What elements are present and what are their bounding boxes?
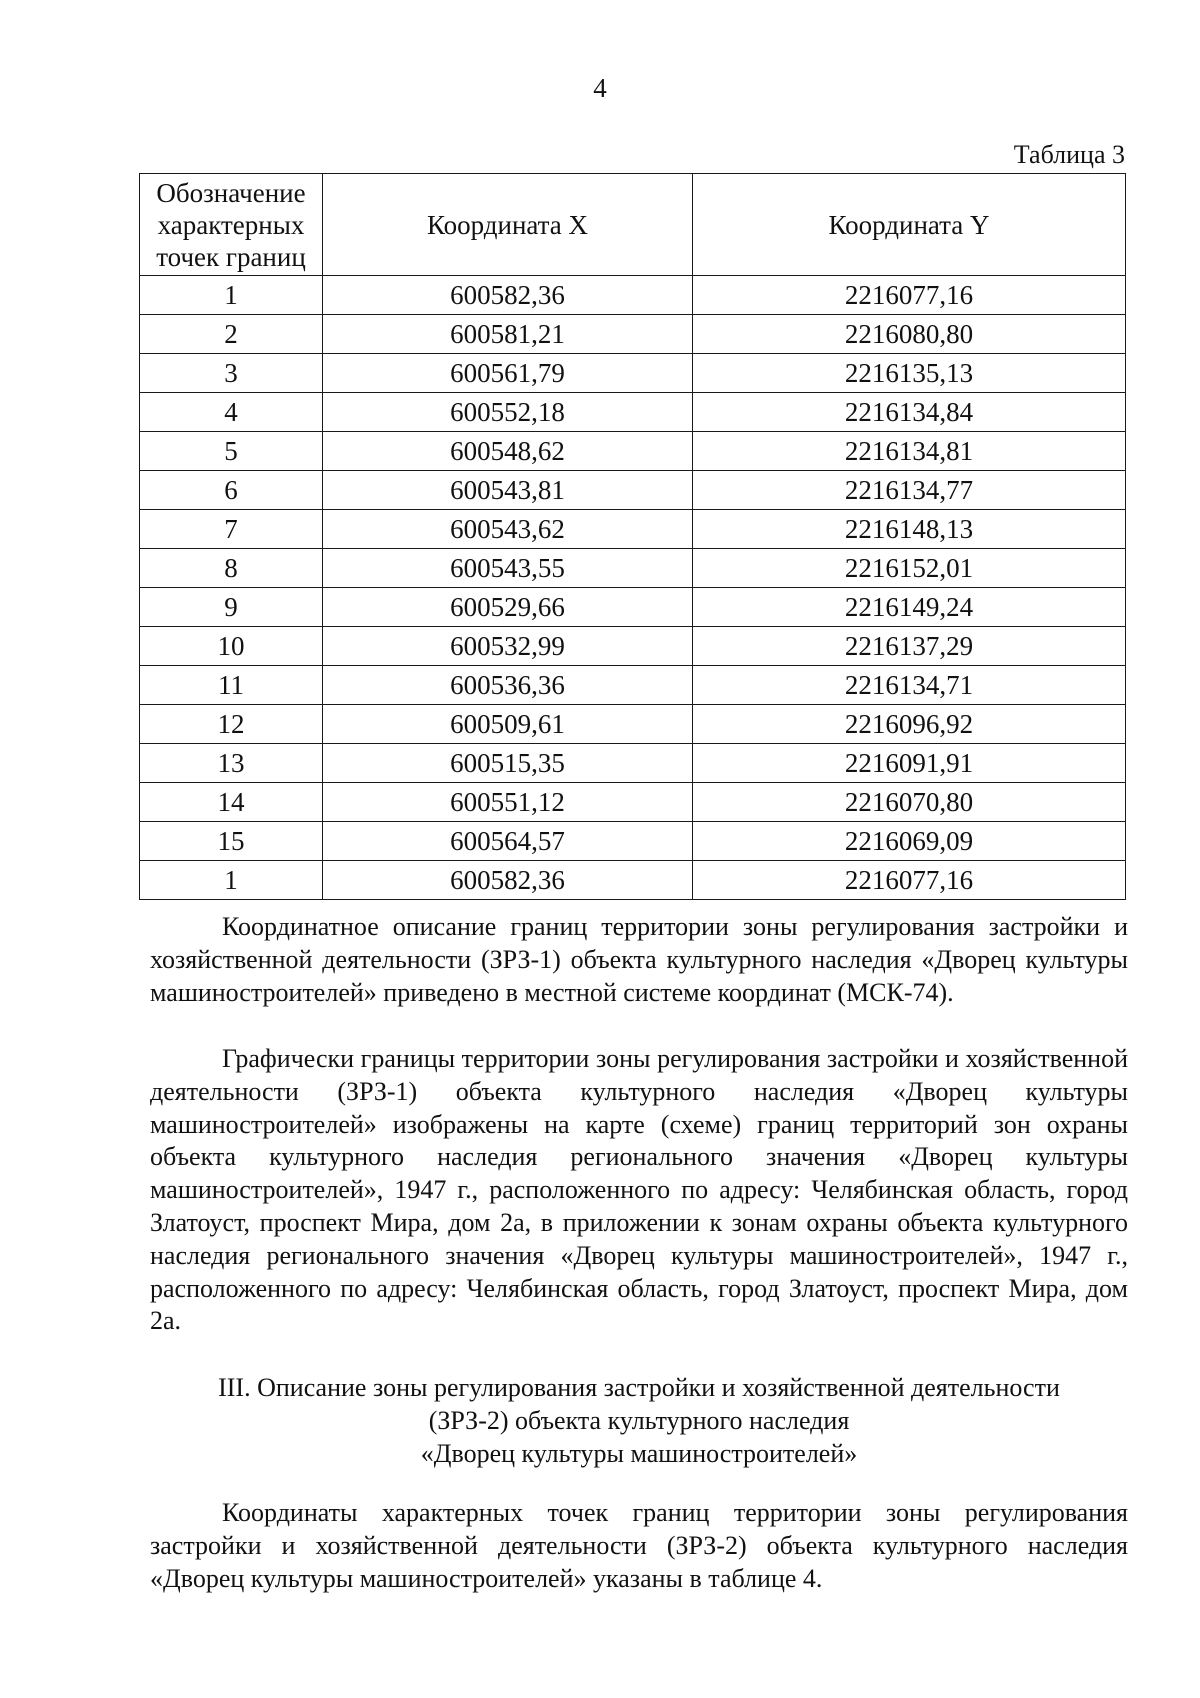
section-heading [150,1372,1128,1470]
cell-y: 2216134,71 [693,666,1126,705]
table-row [140,510,1126,549]
cell-x: 600582,36 [323,276,693,315]
cell-y: 2216149,24 [693,588,1126,627]
cell-x: 600515,35 [323,744,693,783]
cell-point: 6 [140,471,323,510]
table-row [140,861,1126,900]
cell-y: 2216077,16 [693,861,1126,900]
cell-y: 2216134,84 [693,393,1126,432]
cell-point: 7 [140,510,323,549]
cell-point: 12 [140,705,323,744]
table-row [140,588,1126,627]
cell-point: 14 [140,783,323,822]
cell-point: 5 [140,432,323,471]
table-row [140,471,1126,510]
cell-point: 2 [140,315,323,354]
cell-x: 600581,21 [323,315,693,354]
cell-x: 600529,66 [323,588,693,627]
cell-x: 600564,57 [323,822,693,861]
cell-point: 8 [140,549,323,588]
paragraph-graphic-boundaries: Графически границы территории зоны регулирования застройки и хозяйственной деятельности (ЗРЗ-1) объекта культурного наследия «Дворец культуры машиностроителей» изображены на карте (схеме) границ территорий зон охраны объекта культурного наследия регионального значения «Дворец культуры машиностроителей», 1947 г., расположенного по адресу: Челябинская область, город Златоуст, проспект Мира, дом 2а, в приложении к зонам охраны объекта культурного наследия регионального значения «Дворец культуры машиностроителей», 1947 г., расположенного по адресу: Челябинская область, город Златоуст, проспект Мира, дом 2а. [150,1044,1128,1336]
cell-x: 600543,55 [323,549,693,588]
paragraph-table-reference: Координаты характерных точек границ территории зоны регулирования застройки и хозяйственной деятельности (ЗРЗ-2) объекта культурного наследия «Дворец культуры машиностроителей» указаны в таблице 4. [150,1498,1128,1593]
cell-y: 2216070,80 [693,783,1126,822]
section-heading-line-1: III. Описание зоны регулирования застройки и хозяйственной деятельности [218,1373,1060,1402]
cell-point: 10 [140,627,323,666]
section-heading-line-3: «Дворец культуры машиностроителей» [420,1438,858,1468]
cell-point: 11 [140,666,323,705]
header-coordinate-x: Координата X [323,174,693,276]
cell-y: 2216152,01 [693,549,1126,588]
cell-x: 600582,36 [323,861,693,900]
header-point-designation: Обозначение характерных точек границ [140,174,323,276]
coordinates-table [139,173,1126,900]
cell-y: 2216096,92 [693,705,1126,744]
cell-x: 600561,79 [323,354,693,393]
cell-point: 1 [140,861,323,900]
cell-y: 2216069,09 [693,822,1126,861]
cell-y: 2216077,16 [693,276,1126,315]
table-row [140,276,1126,315]
cell-x: 600543,62 [323,510,693,549]
cell-x: 600552,18 [323,393,693,432]
cell-x: 600536,36 [323,666,693,705]
table-row [140,549,1126,588]
cell-x: 600509,61 [323,705,693,744]
table-row [140,744,1126,783]
table-header-row [140,174,1126,276]
header-coordinate-y: Координата Y [693,174,1126,276]
cell-x: 600548,62 [323,432,693,471]
cell-y: 2216080,80 [693,315,1126,354]
table-caption: Таблица 3 [1013,140,1125,169]
cell-point: 1 [140,276,323,315]
cell-y: 2216135,13 [693,354,1126,393]
table-row [140,393,1126,432]
cell-y: 2216091,91 [693,744,1126,783]
cell-y: 2216134,77 [693,471,1126,510]
cell-point: 4 [140,393,323,432]
table-row [140,354,1126,393]
cell-x: 600532,99 [323,627,693,666]
cell-x: 600551,12 [323,783,693,822]
cell-point: 13 [140,744,323,783]
table-row [140,666,1126,705]
page-number: 4 [593,73,607,103]
section-heading-line-2: (ЗРЗ-2) объекта культурного наследия [428,1405,850,1435]
table-row [140,432,1126,471]
table-row [140,315,1126,354]
paragraph-coordinate-description: Координатное описание границ территории зоны регулирования застройки и хозяйственной деятельности (ЗРЗ-1) объекта культурного наследия «Дворец культуры машиностроителей» приведено в местной системе координат (МСК-74). [150,912,1128,1007]
cell-y: 2216134,81 [693,432,1126,471]
cell-y: 2216148,13 [693,510,1126,549]
table-row [140,705,1126,744]
table-row [140,783,1126,822]
table-row [140,627,1126,666]
cell-point: 9 [140,588,323,627]
cell-y: 2216137,29 [693,627,1126,666]
cell-x: 600543,81 [323,471,693,510]
cell-point: 15 [140,822,323,861]
table-row [140,822,1126,861]
cell-point: 3 [140,354,323,393]
